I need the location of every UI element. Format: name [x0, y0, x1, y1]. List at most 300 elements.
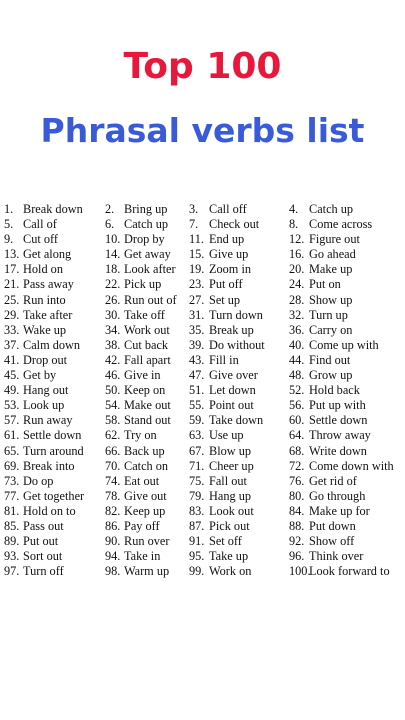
item-number: 58. [105, 413, 121, 428]
column-1 [4, 202, 84, 579]
item-phrasal-verb: Catch up [124, 217, 169, 232]
list-item [105, 474, 177, 489]
list-item [4, 293, 84, 308]
item-phrasal-verb: Hold back [309, 383, 360, 398]
list-item [105, 444, 177, 459]
list-item [289, 323, 394, 338]
list-item [189, 262, 265, 277]
item-phrasal-verb: Catch up [309, 202, 354, 216]
item-phrasal-verb: End up [209, 232, 245, 247]
list-item [189, 413, 265, 428]
list-item [189, 353, 265, 368]
item-phrasal-verb: Fill in [209, 352, 239, 367]
list-item [289, 338, 394, 353]
item-phrasal-verb: Pick out [209, 518, 250, 533]
item-number: 57. [4, 413, 20, 428]
list-item [289, 353, 394, 368]
item-phrasal-verb: Get rid of [309, 473, 357, 488]
item-phrasal-verb: Show up [309, 292, 353, 307]
list-item [105, 413, 177, 428]
item-number: 63. [189, 428, 205, 443]
list-item [289, 383, 394, 398]
item-phrasal-verb: Run out of [124, 292, 177, 307]
item-number: 79. [189, 488, 205, 503]
item-phrasal-verb: Call of [23, 217, 57, 232]
list-item [105, 232, 177, 247]
list-item [189, 323, 265, 338]
list-item [289, 293, 394, 308]
list-item [4, 368, 84, 383]
item-number: 56. [289, 398, 305, 413]
item-number: 50. [105, 383, 121, 398]
item-phrasal-verb: Look after [124, 262, 176, 277]
list-item [105, 293, 177, 308]
list-item [289, 459, 394, 474]
list-item [189, 564, 265, 579]
item-phrasal-verb: Stand out [124, 413, 171, 428]
list-item [189, 338, 265, 353]
item-phrasal-verb: Get away [124, 247, 171, 262]
item-number: 81. [4, 503, 20, 518]
item-number: 87. [189, 518, 205, 533]
item-number: 32. [289, 307, 305, 322]
item-number: 30. [105, 307, 121, 322]
item-phrasal-verb: Do without [209, 337, 265, 352]
phrasal-verbs-list [0, 202, 405, 582]
list-item [105, 247, 177, 262]
item-number: 27. [189, 292, 205, 307]
item-number: 9. [4, 232, 14, 247]
item-phrasal-verb: Think over [309, 549, 364, 564]
item-number: 42. [105, 352, 121, 367]
item-phrasal-verb: Run over [124, 534, 170, 549]
list-item [289, 549, 394, 564]
item-number: 36. [289, 322, 305, 337]
item-number: 98. [105, 564, 121, 579]
column-3 [189, 202, 265, 579]
item-phrasal-verb: Get along [23, 247, 72, 262]
list-item [4, 519, 84, 534]
item-number: 51. [189, 383, 205, 398]
item-phrasal-verb: Try on [124, 428, 157, 443]
item-phrasal-verb: Drop by [124, 232, 165, 247]
item-number: 13. [4, 247, 20, 262]
item-number: 18. [105, 262, 121, 277]
list-item [289, 444, 394, 459]
item-phrasal-verb: Come across [309, 217, 373, 232]
item-number: 12. [289, 232, 305, 247]
item-phrasal-verb: Look forward to [309, 564, 390, 579]
list-item [189, 383, 265, 398]
item-number: 39. [189, 337, 205, 352]
list-item [189, 534, 265, 549]
item-number: 90. [105, 534, 121, 549]
item-number: 46. [105, 368, 121, 383]
list-item [4, 444, 84, 459]
item-number: 80. [289, 488, 305, 503]
list-item [4, 459, 84, 474]
item-phrasal-verb: Fall apart [124, 352, 171, 367]
item-phrasal-verb: Turn off [23, 564, 64, 579]
item-phrasal-verb: Break into [23, 458, 75, 473]
list-item [4, 323, 84, 338]
item-phrasal-verb: Point out [209, 398, 254, 413]
item-number: 89. [4, 534, 20, 549]
item-phrasal-verb: Settle down [23, 428, 82, 443]
list-item [4, 398, 84, 413]
item-number: 41. [4, 352, 20, 367]
list-item [4, 202, 84, 217]
item-phrasal-verb: Catch on [124, 458, 169, 473]
item-number: 40. [289, 337, 305, 352]
list-item [105, 383, 177, 398]
item-number: 96. [289, 549, 305, 564]
item-number: 71. [189, 458, 205, 473]
item-number: 60. [289, 413, 305, 428]
item-phrasal-verb: Take off [124, 307, 165, 322]
item-number: 19. [189, 262, 205, 277]
item-phrasal-verb: Check out [209, 217, 260, 232]
item-phrasal-verb: Settle down [309, 413, 368, 428]
item-number: 99. [189, 564, 205, 579]
item-phrasal-verb: Call off [209, 202, 247, 216]
list-item [4, 353, 84, 368]
list-item [189, 519, 265, 534]
title-phrasal-verbs-list: Phrasal verbs list [40, 111, 365, 150]
list-item [105, 428, 177, 443]
item-number: 33. [4, 322, 20, 337]
list-item [289, 247, 394, 262]
item-number: 21. [4, 277, 20, 292]
item-phrasal-verb: Write down [309, 443, 367, 458]
item-number: 88. [289, 518, 305, 533]
item-phrasal-verb: Set up [209, 292, 241, 307]
item-phrasal-verb: Make out [124, 398, 171, 413]
item-phrasal-verb: Run away [23, 413, 73, 428]
list-item [4, 504, 84, 519]
list-item [289, 428, 394, 443]
item-phrasal-verb: Sort out [23, 549, 63, 564]
list-item [4, 277, 84, 292]
list-item [105, 549, 177, 564]
item-phrasal-verb: Break down [23, 202, 83, 216]
item-number: 24. [289, 277, 305, 292]
list-item [105, 564, 177, 579]
list-item [289, 474, 394, 489]
list-item [289, 202, 394, 217]
item-phrasal-verb: Put out [23, 534, 59, 549]
item-phrasal-verb: Let down [209, 383, 256, 398]
item-phrasal-verb: Back up [124, 443, 165, 458]
item-phrasal-verb: Eat out [124, 473, 160, 488]
item-phrasal-verb: Bring up [124, 202, 168, 216]
list-item [289, 398, 394, 413]
item-number: 94. [105, 549, 121, 564]
list-item [289, 308, 394, 323]
list-item [189, 504, 265, 519]
list-item [4, 262, 84, 277]
item-phrasal-verb: Take up [209, 549, 249, 564]
item-phrasal-verb: Work on [209, 564, 252, 579]
item-phrasal-verb: Go through [309, 488, 366, 503]
item-phrasal-verb: Get together [23, 488, 85, 503]
item-phrasal-verb: Cut off [23, 232, 58, 247]
list-item [4, 338, 84, 353]
item-number: 45. [4, 368, 20, 383]
item-number: 6. [105, 217, 115, 232]
item-number: 34. [105, 322, 121, 337]
item-phrasal-verb: Calm down [23, 337, 81, 352]
item-number: 62. [105, 428, 121, 443]
item-number: 84. [289, 503, 305, 518]
item-phrasal-verb: Give over [209, 368, 258, 383]
item-number: 22. [105, 277, 121, 292]
item-number: 82. [105, 503, 121, 518]
item-number: 54. [105, 398, 121, 413]
item-number: 68. [289, 443, 305, 458]
list-item [105, 323, 177, 338]
item-phrasal-verb: Wake up [23, 322, 67, 337]
list-item [289, 232, 394, 247]
list-item [289, 564, 394, 579]
item-number: 38. [105, 337, 121, 352]
item-phrasal-verb: Turn around [23, 443, 84, 458]
list-item [189, 459, 265, 474]
item-phrasal-verb: Come up with [309, 337, 379, 352]
item-number: 16. [289, 247, 305, 262]
item-phrasal-verb: Turn up [309, 307, 348, 322]
list-item [289, 519, 394, 534]
item-phrasal-verb: Use up [209, 428, 244, 443]
item-number: 43. [189, 352, 205, 367]
list-item [289, 277, 394, 292]
list-item [189, 428, 265, 443]
list-item [4, 308, 84, 323]
item-phrasal-verb: Take after [23, 307, 73, 322]
item-phrasal-verb: Cut back [124, 337, 169, 352]
list-item [105, 504, 177, 519]
list-item [105, 459, 177, 474]
item-number: 93. [4, 549, 20, 564]
item-phrasal-verb: Come down with [309, 458, 394, 473]
list-item [105, 368, 177, 383]
item-phrasal-verb: Take down [209, 413, 264, 428]
list-item [105, 338, 177, 353]
title-top-100: Top 100 [123, 46, 282, 87]
item-number: 95. [189, 549, 205, 564]
item-number: 35. [189, 322, 205, 337]
column-4 [289, 202, 394, 579]
item-phrasal-verb: Pass out [23, 518, 64, 533]
item-number: 65. [4, 443, 20, 458]
item-number: 92. [289, 534, 305, 549]
item-phrasal-verb: Show off [309, 534, 355, 549]
item-number: 3. [189, 202, 199, 216]
list-item [4, 534, 84, 549]
item-phrasal-verb: Find out [309, 352, 351, 367]
list-item [189, 549, 265, 564]
item-number: 14. [105, 247, 121, 262]
item-number: 59. [189, 413, 205, 428]
item-number: 91. [189, 534, 205, 549]
item-phrasal-verb: Run into [23, 292, 66, 307]
item-number: 4. [289, 202, 299, 216]
item-number: 53. [4, 398, 20, 413]
item-phrasal-verb: Grow up [309, 368, 353, 383]
column-2 [105, 202, 177, 579]
list-item [289, 489, 394, 504]
item-phrasal-verb: Break up [209, 322, 254, 337]
list-item [189, 202, 265, 217]
item-number: 8. [289, 217, 299, 232]
list-item [4, 413, 84, 428]
item-phrasal-verb: Do op [23, 473, 54, 488]
item-phrasal-verb: Look up [23, 398, 65, 413]
list-item [189, 398, 265, 413]
item-phrasal-verb: Carry on [309, 322, 353, 337]
item-number: 61. [4, 428, 20, 443]
item-number: 100. [289, 564, 311, 579]
item-number: 17. [4, 262, 20, 277]
item-number: 85. [4, 518, 20, 533]
item-number: 77. [4, 488, 20, 503]
item-phrasal-verb: Put on [309, 277, 341, 292]
item-number: 64. [289, 428, 305, 443]
item-phrasal-verb: Hang out [23, 383, 69, 398]
list-item [289, 368, 394, 383]
item-phrasal-verb: Look out [209, 503, 254, 518]
item-phrasal-verb: Put down [309, 518, 356, 533]
item-number: 55. [189, 398, 205, 413]
item-number: 97. [4, 564, 20, 579]
item-number: 1. [4, 202, 14, 216]
item-number: 48. [289, 368, 305, 383]
item-phrasal-verb: Warm up [124, 564, 170, 579]
item-phrasal-verb: Zoom in [209, 262, 252, 277]
item-number: 66. [105, 443, 121, 458]
item-number: 67. [189, 443, 205, 458]
list-item [189, 489, 265, 504]
item-phrasal-verb: Work out [124, 322, 170, 337]
list-item [289, 262, 394, 277]
item-phrasal-verb: Throw away [309, 428, 371, 443]
list-item [189, 277, 265, 292]
item-number: 44. [289, 352, 305, 367]
item-phrasal-verb: Pass away [23, 277, 74, 292]
item-phrasal-verb: Keep on [124, 383, 166, 398]
list-item [4, 232, 84, 247]
item-number: 73. [4, 473, 20, 488]
list-item [4, 564, 84, 579]
item-phrasal-verb: Hold on [23, 262, 63, 277]
item-phrasal-verb: Go ahead [309, 247, 356, 262]
list-item [105, 489, 177, 504]
item-number: 23. [189, 277, 205, 292]
item-number: 2. [105, 202, 115, 216]
item-number: 72. [289, 458, 305, 473]
item-phrasal-verb: Pick up [124, 277, 162, 292]
item-number: 29. [4, 307, 20, 322]
item-number: 78. [105, 488, 121, 503]
item-phrasal-verb: Drop out [23, 352, 68, 367]
item-phrasal-verb: Get by [23, 368, 57, 383]
item-phrasal-verb: Make up [309, 262, 353, 277]
list-item [289, 413, 394, 428]
item-phrasal-verb: Figure out [309, 232, 360, 247]
item-number: 86. [105, 518, 121, 533]
list-item [4, 489, 84, 504]
item-number: 7. [189, 217, 199, 232]
list-item [189, 368, 265, 383]
item-number: 11. [189, 232, 204, 247]
item-number: 74. [105, 473, 121, 488]
list-item [105, 519, 177, 534]
list-item [4, 383, 84, 398]
item-phrasal-verb: Cheer up [209, 458, 254, 473]
item-phrasal-verb: Pay off [124, 518, 160, 533]
list-item [189, 232, 265, 247]
item-phrasal-verb: Make up for [309, 503, 370, 518]
item-phrasal-verb: Hang up [209, 488, 252, 503]
item-phrasal-verb: Put up with [309, 398, 366, 413]
list-item [4, 549, 84, 564]
list-item [4, 247, 84, 262]
list-item [105, 217, 177, 232]
item-number: 69. [4, 458, 20, 473]
list-item [189, 247, 265, 262]
item-phrasal-verb: Give in [124, 368, 161, 383]
item-number: 25. [4, 292, 20, 307]
list-item [189, 217, 265, 232]
item-number: 75. [189, 473, 205, 488]
list-item [4, 217, 84, 232]
item-number: 47. [189, 368, 205, 383]
item-number: 37. [4, 337, 20, 352]
list-item [105, 277, 177, 292]
list-item [289, 534, 394, 549]
list-item [4, 474, 84, 489]
list-item [105, 262, 177, 277]
item-number: 5. [4, 217, 14, 232]
item-phrasal-verb: Give out [124, 488, 167, 503]
item-number: 20. [289, 262, 305, 277]
item-phrasal-verb: Blow up [209, 443, 252, 458]
list-item [189, 293, 265, 308]
item-phrasal-verb: Fall out [209, 473, 247, 488]
item-number: 76. [289, 473, 305, 488]
list-item [189, 308, 265, 323]
list-item [105, 202, 177, 217]
item-number: 70. [105, 458, 121, 473]
item-phrasal-verb: Put off [209, 277, 243, 292]
list-item [289, 504, 394, 519]
item-number: 83. [189, 503, 205, 518]
list-item [289, 217, 394, 232]
item-number: 15. [189, 247, 205, 262]
item-number: 26. [105, 292, 121, 307]
list-item [105, 398, 177, 413]
list-item [189, 444, 265, 459]
item-number: 31. [189, 307, 205, 322]
item-phrasal-verb: Set off [209, 534, 242, 549]
item-phrasal-verb: Give up [209, 247, 249, 262]
item-phrasal-verb: Take in [124, 549, 161, 564]
item-number: 28. [289, 292, 305, 307]
item-phrasal-verb: Keep up [124, 503, 166, 518]
item-phrasal-verb: Hold on to [23, 503, 76, 518]
list-item [4, 428, 84, 443]
list-item [189, 474, 265, 489]
